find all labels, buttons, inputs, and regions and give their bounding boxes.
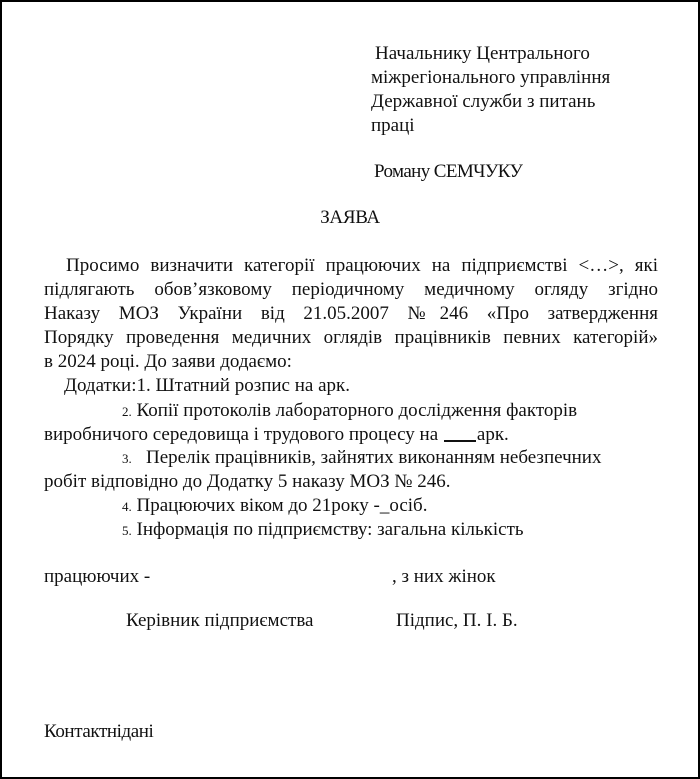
attachment-number: 1. (136, 375, 151, 396)
addressee-line: праці (371, 115, 415, 136)
attachment-number: 5. (122, 523, 132, 538)
attachment-text: Працюючих віком до 21року -_осіб. (136, 495, 428, 516)
attachment-number: 3. (122, 451, 132, 466)
addressee-block (371, 42, 611, 138)
attachment-item-3-continuation: робіт відповідно до Додатку 5 наказу МОЗ № 246. (44, 471, 451, 492)
attachment-item-1 (64, 374, 350, 398)
attachment-number: 4. (122, 499, 132, 514)
workers-label: працюючих - (44, 566, 151, 587)
addressee-line: Начальнику Центрального (375, 43, 590, 64)
women-label: , з них жінок (392, 566, 496, 587)
body-line: Наказу МОЗ України від 21.05.2007 №246 «Про затвердження (44, 303, 658, 324)
head-label: Керівник підприємства (126, 610, 314, 631)
body-paragraph (44, 254, 658, 374)
contacts-label: Контактнідані (44, 721, 154, 742)
attachment-text: арк. (476, 424, 509, 445)
attachment-text: виробничого середовища і трудового процесу на (44, 424, 443, 445)
attachment-item-5 (122, 518, 524, 543)
body-line: в 2024 році. До заяви додаємо: (44, 351, 292, 372)
attachment-item-3 (122, 446, 601, 471)
recipient-name: Роману СЕМЧУКУ (374, 161, 523, 182)
attachment-item-2-continuation (44, 423, 509, 447)
signature-label: Підпис, П. І. Б. (396, 610, 518, 631)
body-line: Порядку проведення медичних оглядів працівників певних категорій» (44, 327, 658, 348)
attachments-label: Додатки: (64, 375, 137, 396)
attachment-text: Інформація по підприємству: загальна кількість (136, 519, 524, 540)
attachment-number: 2. (122, 404, 132, 419)
blank-field[interactable] (444, 424, 476, 442)
body-line: Просимо визначити категорії працюючих на підприємстві <…>, які (66, 255, 658, 276)
attachment-item-4 (122, 494, 427, 519)
body-line: підлягають обов’язковому періодичному медичному огляду згідно (44, 279, 658, 300)
addressee-line: міжрегіонального управління (371, 67, 611, 88)
attachment-text: Штатний розпис на арк. (155, 375, 351, 396)
document-title: ЗАЯВА (320, 207, 380, 228)
attachment-text: Копії протоколів лабораторного дослідження факторів (136, 400, 578, 421)
addressee-line: Державної служби з питань (371, 91, 596, 112)
attachment-text: Перелік працівників, зайнятих виконанням небезпечних (146, 447, 602, 468)
attachment-item-2 (122, 399, 577, 424)
